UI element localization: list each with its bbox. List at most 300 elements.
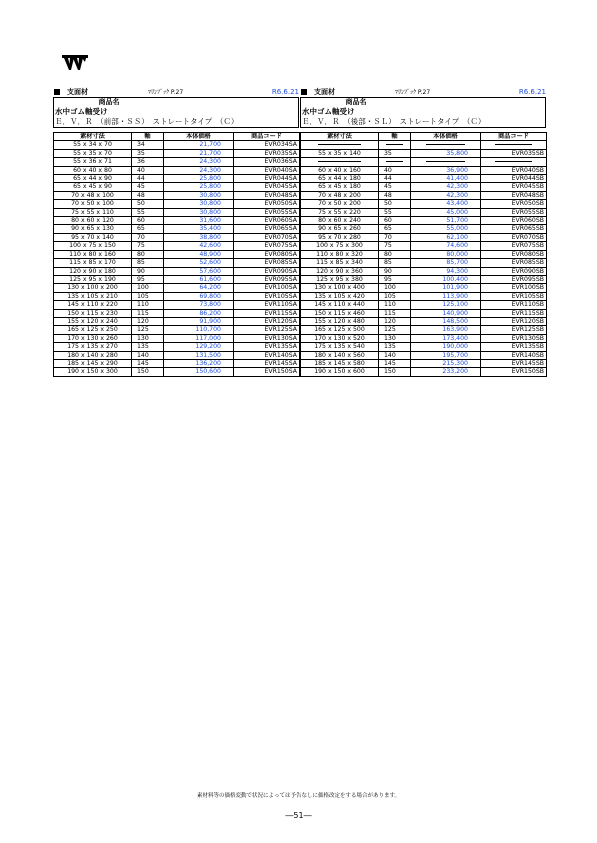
price-cell: 24,300 (164, 166, 234, 174)
size-cell: 190 x 150 x 300 (54, 368, 132, 376)
shaft-cell: 150 (379, 368, 411, 376)
empty-cell (411, 158, 481, 166)
shaft-cell: 110 (132, 301, 164, 309)
category-label: 支面材 (314, 88, 335, 96)
code-cell: EVR125SB (481, 326, 547, 334)
price-cell: 51,700 (411, 217, 481, 225)
price-cell: 74,600 (411, 242, 481, 250)
table-row (54, 301, 300, 309)
code-cell: EVR035SA (234, 149, 300, 157)
size-cell: 125 x 95 x 380 (301, 275, 379, 283)
shaft-cell: 90 (132, 267, 164, 275)
column-header-price: 本体価格 (411, 133, 481, 141)
table-row (54, 326, 300, 334)
table-row (54, 233, 300, 241)
table-row (301, 343, 547, 351)
size-cell: 155 x 120 x 240 (54, 317, 132, 325)
code-cell: EVR120SB (481, 317, 547, 325)
product-name-label: 商品名 (98, 98, 120, 106)
table-row (301, 225, 547, 233)
size-cell: 180 x 140 x 560 (301, 351, 379, 359)
size-cell: 95 x 70 x 140 (54, 233, 132, 241)
empty-cell (379, 158, 411, 166)
empty-cell (481, 158, 547, 166)
size-cell: 185 x 145 x 580 (301, 359, 379, 367)
empty-cell (301, 158, 379, 166)
code-cell: EVR120SA (234, 317, 300, 325)
shaft-cell: 135 (132, 343, 164, 351)
size-cell: 115 x 85 x 340 (301, 259, 379, 267)
price-cell: 117,000 (164, 334, 234, 342)
table-row (301, 242, 547, 250)
price-cell: 150,600 (164, 368, 234, 376)
shaft-cell: 34 (132, 141, 164, 149)
code-cell: EVR045SB (481, 183, 547, 191)
size-cell: 110 x 80 x 160 (54, 250, 132, 258)
shaft-cell: 80 (132, 250, 164, 258)
revision-date: R6.6.21 (518, 88, 546, 96)
price-cell: 36,900 (411, 166, 481, 174)
price-cell: 57,600 (164, 267, 234, 275)
table-row (301, 309, 547, 317)
size-cell: 70 x 48 x 200 (301, 191, 379, 199)
shaft-cell: 100 (132, 284, 164, 292)
table-row (301, 233, 547, 241)
code-cell: EVR100SA (234, 284, 300, 292)
shaft-cell: 130 (379, 334, 411, 342)
size-cell: 170 x 130 x 260 (54, 334, 132, 342)
table-row (301, 284, 547, 292)
price-table (300, 132, 547, 377)
empty-cell (481, 141, 547, 149)
page-number: ―51― (285, 811, 312, 820)
code-cell: EVR085SA (234, 259, 300, 267)
table-row (301, 301, 547, 309)
table-row (301, 359, 547, 367)
section-header (300, 88, 546, 98)
table-row (54, 343, 300, 351)
size-cell: 135 x 105 x 210 (54, 292, 132, 300)
price-cell: 173,400 (411, 334, 481, 342)
table-row (54, 334, 300, 342)
table-row (54, 158, 300, 166)
code-cell: EVR100SB (481, 284, 547, 292)
size-cell: 70 x 50 x 100 (54, 200, 132, 208)
size-cell: 155 x 120 x 480 (301, 317, 379, 325)
size-cell: 100 x 75 x 300 (301, 242, 379, 250)
shaft-cell: 85 (379, 259, 411, 267)
code-cell: EVR040SA (234, 166, 300, 174)
product-subtitle: Ｅ．Ｖ．Ｒ （前部・ＳＳ） ストレートタイプ （Ｃ） (55, 117, 239, 126)
code-cell: EVR145SA (234, 359, 300, 367)
column-header-code: 商品コード (481, 133, 547, 141)
shaft-cell: 48 (132, 191, 164, 199)
size-cell: 170 x 130 x 520 (301, 334, 379, 342)
price-cell: 190,000 (411, 343, 481, 351)
price-cell: 21,700 (164, 141, 234, 149)
product-name-label: 商品名 (345, 98, 367, 106)
column-header-shaft: 軸 (132, 133, 164, 141)
shaft-cell: 140 (379, 351, 411, 359)
price-cell: 42,600 (164, 242, 234, 250)
shaft-cell: 120 (132, 317, 164, 325)
size-cell: 60 x 40 x 80 (54, 166, 132, 174)
code-cell: EVR034SA (234, 141, 300, 149)
catalog-reference: ﾏﾘﾝﾌﾞｯｸ P.27 (148, 89, 184, 96)
code-cell: EVR048SB (481, 191, 547, 199)
shaft-cell: 140 (132, 351, 164, 359)
table-row (54, 292, 300, 300)
size-cell: 150 x 115 x 460 (301, 309, 379, 317)
code-cell: EVR140SB (481, 351, 547, 359)
table-row (54, 191, 300, 199)
shaft-cell: 55 (132, 208, 164, 216)
code-cell: EVR055SB (481, 208, 547, 216)
shaft-cell: 150 (132, 368, 164, 376)
table-row (301, 334, 547, 342)
price-cell: 86,200 (164, 309, 234, 317)
product-info-box (300, 98, 546, 128)
price-cell: 195,700 (411, 351, 481, 359)
shaft-cell: 65 (379, 225, 411, 233)
code-cell: EVR105SB (481, 292, 547, 300)
table-row (301, 208, 547, 216)
table-row (54, 200, 300, 208)
price-cell: 45,000 (411, 208, 481, 216)
size-cell: 185 x 145 x 290 (54, 359, 132, 367)
table-row (54, 242, 300, 250)
code-cell: EVR145SB (481, 359, 547, 367)
table-row (54, 267, 300, 275)
table-row (54, 225, 300, 233)
code-cell: EVR080SB (481, 250, 547, 258)
table-row (54, 351, 300, 359)
table-row (54, 217, 300, 225)
size-cell: 175 x 135 x 270 (54, 343, 132, 351)
price-cell: 91,900 (164, 317, 234, 325)
price-cell: 48,900 (164, 250, 234, 258)
product-info-box (53, 98, 299, 128)
table-row (301, 292, 547, 300)
shaft-cell: 115 (132, 309, 164, 317)
code-cell: EVR060SB (481, 217, 547, 225)
shaft-cell: 35 (379, 149, 411, 157)
code-cell: EVR085SB (481, 259, 547, 267)
table-row (54, 208, 300, 216)
price-cell: 35,400 (164, 225, 234, 233)
table-row (301, 149, 547, 157)
code-cell: EVR105SA (234, 292, 300, 300)
price-cell: 42,300 (411, 183, 481, 191)
code-cell: EVR044SA (234, 175, 300, 183)
column-header-size: 素材寸法 (301, 133, 379, 141)
code-cell: EVR135SA (234, 343, 300, 351)
price-section-rear (300, 88, 546, 377)
table-row (301, 267, 547, 275)
price-cell: 30,800 (164, 208, 234, 216)
price-cell: 101,900 (411, 284, 481, 292)
size-cell: 130 x 100 x 200 (54, 284, 132, 292)
company-logo-icon (62, 52, 88, 74)
code-cell: EVR090SB (481, 267, 547, 275)
code-cell: EVR065SA (234, 225, 300, 233)
code-cell: EVR050SA (234, 200, 300, 208)
price-cell: 43,400 (411, 200, 481, 208)
size-cell: 65 x 44 x 180 (301, 175, 379, 183)
size-cell: 120 x 90 x 360 (301, 267, 379, 275)
code-cell: EVR150SB (481, 368, 547, 376)
shaft-cell: 95 (132, 275, 164, 283)
price-cell: 94,300 (411, 267, 481, 275)
price-cell: 129,200 (164, 343, 234, 351)
code-cell: EVR070SB (481, 233, 547, 241)
table-row (54, 175, 300, 183)
size-cell: 150 x 115 x 230 (54, 309, 132, 317)
price-section-front (53, 88, 299, 377)
price-cell: 113,900 (411, 292, 481, 300)
shaft-cell: 48 (379, 191, 411, 199)
shaft-cell: 70 (132, 233, 164, 241)
column-header-code: 商品コード (234, 133, 300, 141)
table-row (54, 368, 300, 376)
price-cell: 80,000 (411, 250, 481, 258)
table-row (301, 200, 547, 208)
shaft-cell: 100 (379, 284, 411, 292)
size-cell: 190 x 150 x 600 (301, 368, 379, 376)
size-cell: 75 x 55 x 220 (301, 208, 379, 216)
shaft-cell: 105 (379, 292, 411, 300)
price-cell: 148,500 (411, 317, 481, 325)
shaft-cell: 95 (379, 275, 411, 283)
shaft-cell: 125 (379, 326, 411, 334)
code-cell: EVR130SB (481, 334, 547, 342)
price-cell: 131,500 (164, 351, 234, 359)
shaft-cell: 75 (132, 242, 164, 250)
table-row (301, 368, 547, 376)
column-header-price: 本体価格 (164, 133, 234, 141)
table-row (54, 317, 300, 325)
table-row (301, 166, 547, 174)
table-row (54, 275, 300, 283)
size-cell: 60 x 40 x 160 (301, 166, 379, 174)
size-cell: 130 x 100 x 400 (301, 284, 379, 292)
table-row (301, 317, 547, 325)
size-cell: 145 x 110 x 220 (54, 301, 132, 309)
size-cell: 120 x 90 x 180 (54, 267, 132, 275)
code-cell: EVR150SA (234, 368, 300, 376)
shaft-cell: 44 (379, 175, 411, 183)
price-cell: 55,000 (411, 225, 481, 233)
size-cell: 65 x 44 x 90 (54, 175, 132, 183)
price-cell: 125,100 (411, 301, 481, 309)
table-row (301, 217, 547, 225)
code-cell: EVR060SA (234, 217, 300, 225)
table-row (301, 250, 547, 258)
column-header-size: 素材寸法 (54, 133, 132, 141)
price-cell: 61,600 (164, 275, 234, 283)
shaft-cell: 125 (132, 326, 164, 334)
code-cell: EVR080SA (234, 250, 300, 258)
price-cell: 35,800 (411, 149, 481, 157)
size-cell: 145 x 110 x 440 (301, 301, 379, 309)
code-cell: EVR075SA (234, 242, 300, 250)
code-cell: EVR065SB (481, 225, 547, 233)
table-row (54, 359, 300, 367)
price-cell: 52,600 (164, 259, 234, 267)
size-cell: 95 x 70 x 280 (301, 233, 379, 241)
shaft-cell: 60 (379, 217, 411, 225)
product-name: 水中ゴム軸受け (55, 107, 108, 116)
shaft-cell: 130 (132, 334, 164, 342)
price-cell: 163,900 (411, 326, 481, 334)
empty-cell (379, 141, 411, 149)
price-cell: 38,800 (164, 233, 234, 241)
table-row (301, 175, 547, 183)
code-cell: EVR045SA (234, 183, 300, 191)
catalog-reference: ﾏﾘﾝﾌﾞｯｸ P.27 (395, 89, 431, 96)
code-cell: EVR090SA (234, 267, 300, 275)
size-cell: 165 x 125 x 500 (301, 326, 379, 334)
size-cell: 70 x 48 x 100 (54, 191, 132, 199)
size-cell: 135 x 105 x 420 (301, 292, 379, 300)
shaft-cell: 50 (132, 200, 164, 208)
code-cell: EVR095SB (481, 275, 547, 283)
price-table (53, 132, 300, 377)
code-cell: EVR075SB (481, 242, 547, 250)
size-cell: 175 x 135 x 540 (301, 343, 379, 351)
table-row (54, 250, 300, 258)
code-cell: EVR055SA (234, 208, 300, 216)
size-cell: 55 x 35 x 140 (301, 149, 379, 157)
size-cell: 180 x 140 x 280 (54, 351, 132, 359)
shaft-cell: 80 (379, 250, 411, 258)
shaft-cell: 115 (379, 309, 411, 317)
table-row (54, 149, 300, 157)
shaft-cell: 55 (379, 208, 411, 216)
size-cell: 80 x 60 x 120 (54, 217, 132, 225)
size-cell: 55 x 35 x 70 (54, 149, 132, 157)
code-cell: EVR044SB (481, 175, 547, 183)
price-cell: 31,600 (164, 217, 234, 225)
price-cell: 140,900 (411, 309, 481, 317)
code-cell: EVR070SA (234, 233, 300, 241)
shaft-cell: 145 (132, 359, 164, 367)
shaft-cell: 50 (379, 200, 411, 208)
table-row (54, 141, 300, 149)
code-cell: EVR040SB (481, 166, 547, 174)
size-cell: 110 x 80 x 320 (301, 250, 379, 258)
shaft-cell: 70 (379, 233, 411, 241)
price-cell: 30,800 (164, 200, 234, 208)
price-cell: 25,800 (164, 183, 234, 191)
code-cell: EVR115SB (481, 309, 547, 317)
table-row (301, 351, 547, 359)
square-bullet-icon (54, 89, 60, 95)
shaft-cell: 44 (132, 175, 164, 183)
price-cell: 41,400 (411, 175, 481, 183)
code-cell: EVR130SA (234, 334, 300, 342)
table-row (54, 166, 300, 174)
product-subtitle: Ｅ．Ｖ．Ｒ （後部・ＳＬ） ストレートタイプ （Ｃ） (302, 117, 486, 126)
size-cell: 90 x 65 x 130 (54, 225, 132, 233)
section-header (53, 88, 299, 98)
price-cell: 73,800 (164, 301, 234, 309)
size-cell: 75 x 55 x 110 (54, 208, 132, 216)
shaft-cell: 135 (379, 343, 411, 351)
table-row (301, 275, 547, 283)
shaft-cell: 105 (132, 292, 164, 300)
price-cell: 233,200 (411, 368, 481, 376)
size-cell: 80 x 60 x 240 (301, 217, 379, 225)
shaft-cell: 85 (132, 259, 164, 267)
size-cell: 65 x 45 x 90 (54, 183, 132, 191)
code-cell: EVR035SB (481, 149, 547, 157)
size-cell: 55 x 36 x 71 (54, 158, 132, 166)
price-cell: 62,100 (411, 233, 481, 241)
code-cell: EVR095SA (234, 275, 300, 283)
table-row (54, 309, 300, 317)
price-cell: 25,800 (164, 175, 234, 183)
table-row (54, 259, 300, 267)
price-cell: 85,700 (411, 259, 481, 267)
table-row-empty (301, 158, 547, 166)
price-cell: 215,300 (411, 359, 481, 367)
code-cell: EVR110SB (481, 301, 547, 309)
shaft-cell: 120 (379, 317, 411, 325)
price-cell: 21,700 (164, 149, 234, 157)
shaft-cell: 145 (379, 359, 411, 367)
table-row (54, 183, 300, 191)
size-cell: 70 x 50 x 200 (301, 200, 379, 208)
shaft-cell: 75 (379, 242, 411, 250)
table-row (54, 284, 300, 292)
shaft-cell: 45 (132, 183, 164, 191)
revision-date: R6.6.21 (271, 88, 299, 96)
shaft-cell: 110 (379, 301, 411, 309)
price-cell: 100,400 (411, 275, 481, 283)
shaft-cell: 90 (379, 267, 411, 275)
price-cell: 24,300 (164, 158, 234, 166)
price-cell: 110,700 (164, 326, 234, 334)
price-cell: 64,200 (164, 284, 234, 292)
shaft-cell: 36 (132, 158, 164, 166)
shaft-cell: 65 (132, 225, 164, 233)
code-cell: EVR115SA (234, 309, 300, 317)
size-cell: 90 x 65 x 260 (301, 225, 379, 233)
price-cell: 136,200 (164, 359, 234, 367)
size-cell: 65 x 45 x 180 (301, 183, 379, 191)
table-row (301, 183, 547, 191)
code-cell: EVR135SB (481, 343, 547, 351)
code-cell: EVR125SA (234, 326, 300, 334)
product-name: 水中ゴム軸受け (302, 107, 355, 116)
price-change-note: 素材料等の価格変動で状況によっては予告なしに価格改定をする場合があります。 (196, 793, 401, 799)
shaft-cell: 40 (132, 166, 164, 174)
shaft-cell: 60 (132, 217, 164, 225)
category-label: 支面材 (67, 88, 88, 96)
table-row-empty (301, 141, 547, 149)
code-cell: EVR050SB (481, 200, 547, 208)
empty-cell (301, 141, 379, 149)
code-cell: EVR110SA (234, 301, 300, 309)
code-cell: EVR140SA (234, 351, 300, 359)
empty-cell (411, 141, 481, 149)
shaft-cell: 40 (379, 166, 411, 174)
shaft-cell: 35 (132, 149, 164, 157)
price-cell: 69,800 (164, 292, 234, 300)
column-header-shaft: 軸 (379, 133, 411, 141)
price-cell: 30,800 (164, 191, 234, 199)
